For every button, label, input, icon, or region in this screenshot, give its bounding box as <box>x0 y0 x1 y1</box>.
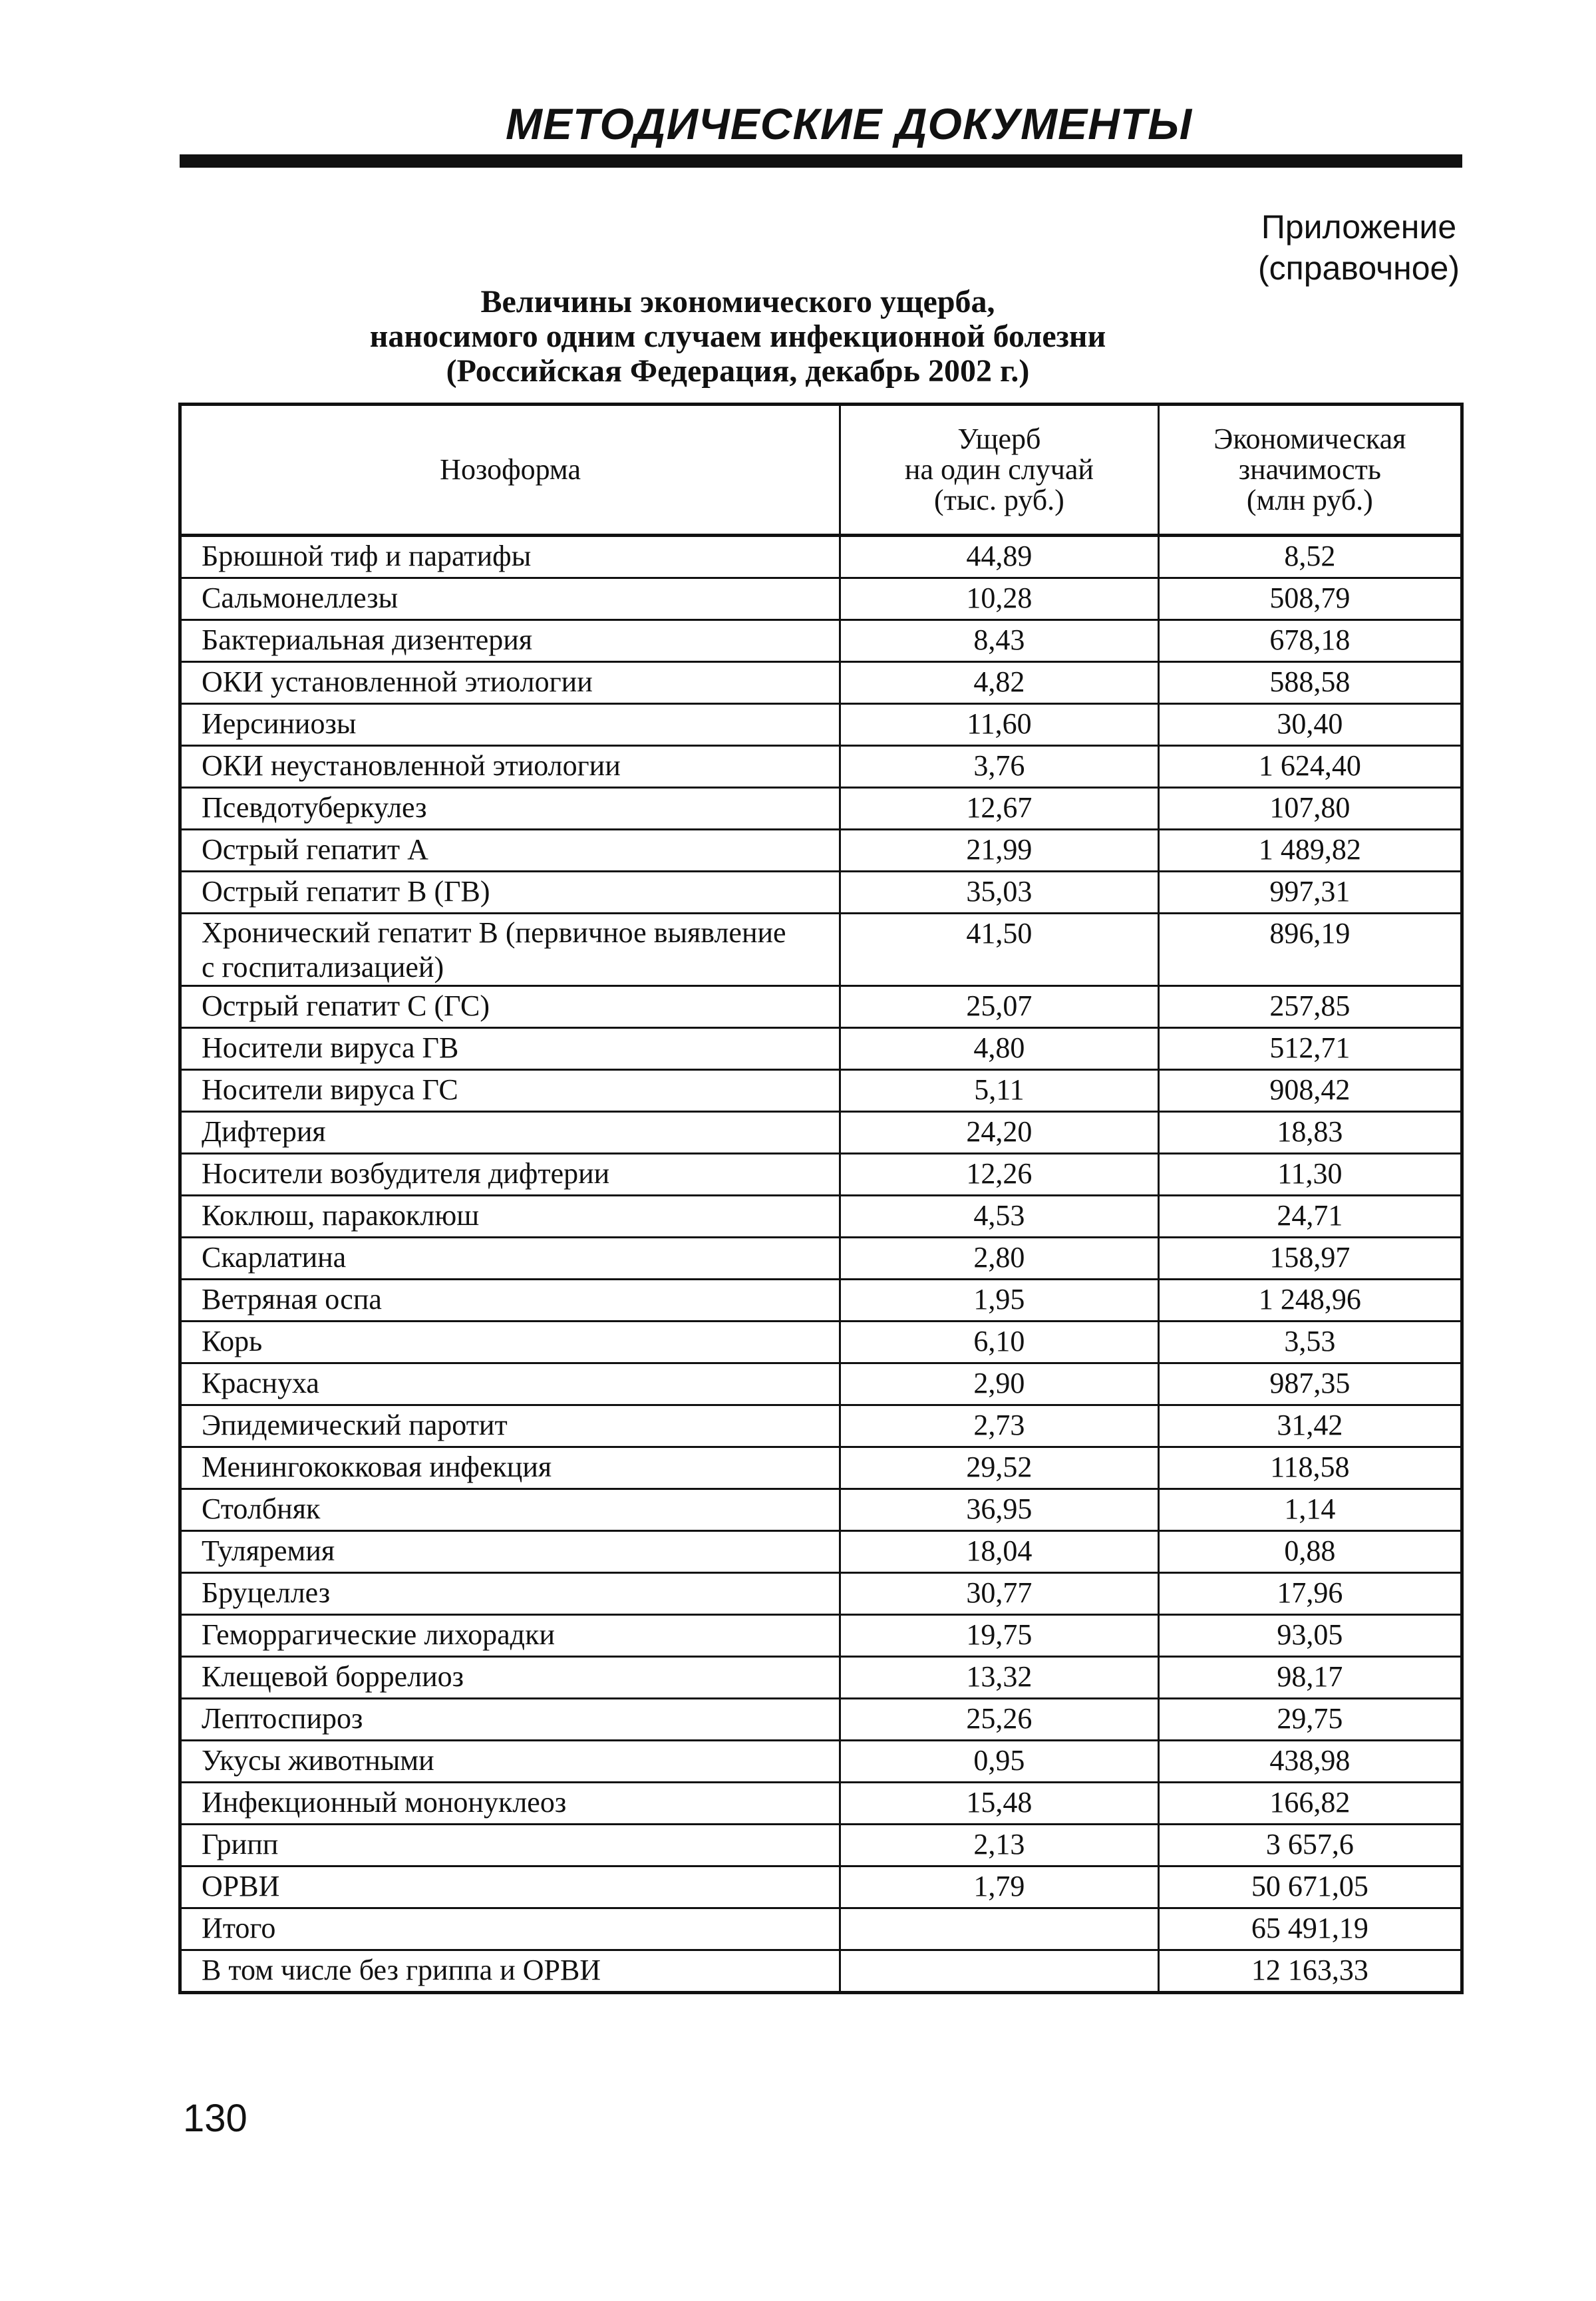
table-row <box>180 1489 1462 1531</box>
table-row <box>180 1615 1462 1657</box>
cell-damage: 11,60 <box>840 704 1158 746</box>
table-title-line-2: наносимого одним случаем инфекционной болезни <box>369 319 1106 354</box>
table-row <box>180 1028 1462 1070</box>
cell-nosoform: Краснуха <box>180 1363 840 1405</box>
cell-nosoform: Клещевой боррелиоз <box>180 1657 840 1699</box>
cell-damage: 6,10 <box>840 1322 1158 1363</box>
cell-significance: 1 624,40 <box>1158 746 1462 788</box>
header-damage-line-3: (тыс. руб.) <box>933 484 1064 516</box>
cell-nosoform: ОКИ неустановленной этиологии <box>180 746 840 788</box>
cell-nosoform: ОКИ установленной этиологии <box>180 662 840 704</box>
table-row <box>180 1447 1462 1489</box>
cell-nosoform: Инфекционный мононуклеоз <box>180 1783 840 1825</box>
cell-significance: 8,52 <box>1158 536 1462 578</box>
table-row <box>180 1825 1462 1866</box>
cell-damage: 12,67 <box>840 788 1158 830</box>
header-significance-line-3: (млн руб.) <box>1246 484 1373 516</box>
cell-nosoform: Эпидемический паротит <box>180 1405 840 1447</box>
cell-nosoform: Брюшной тиф и паратифы <box>180 536 840 578</box>
cell-significance: 3 657,6 <box>1158 1825 1462 1866</box>
table-row <box>180 1238 1462 1280</box>
table-header-row <box>180 405 1462 536</box>
cell-nosoform: Корь <box>180 1322 840 1363</box>
cell-damage: 25,26 <box>840 1699 1158 1741</box>
cell-damage: 35,03 <box>840 872 1158 914</box>
table-row <box>180 1070 1462 1112</box>
table-title <box>180 285 1462 389</box>
cell-significance: 65 491,19 <box>1158 1908 1462 1950</box>
header-damage <box>840 405 1158 536</box>
cell-significance: 93,05 <box>1158 1615 1462 1657</box>
table-row <box>180 1657 1462 1699</box>
cell-damage: 4,80 <box>840 1028 1158 1070</box>
cell-significance: 29,75 <box>1158 1699 1462 1741</box>
cell-damage: 15,48 <box>840 1783 1158 1825</box>
cell-nosoform: Дифтерия <box>180 1112 840 1154</box>
cell-significance: 896,19 <box>1158 914 1462 986</box>
cell-nosoform: Геморрагические лихорадки <box>180 1615 840 1657</box>
cell-damage: 0,95 <box>840 1741 1158 1783</box>
cell-nosoform <box>180 914 840 986</box>
cell-nosoform: В том числе без гриппа и ОРВИ <box>180 1950 840 1993</box>
cell-nosoform: Острый гепатит В (ГВ) <box>180 872 840 914</box>
cell-significance: 1 248,96 <box>1158 1280 1462 1322</box>
table-row-total <box>180 1908 1462 1950</box>
cell-damage: 10,28 <box>840 578 1158 620</box>
cell-significance: 118,58 <box>1158 1447 1462 1489</box>
cell-damage: 2,73 <box>840 1405 1158 1447</box>
cell-significance: 438,98 <box>1158 1741 1462 1783</box>
table-row <box>180 830 1462 872</box>
cell-significance: 987,35 <box>1158 1363 1462 1405</box>
cell-significance: 1 489,82 <box>1158 830 1462 872</box>
table-row <box>180 1741 1462 1783</box>
table-row <box>180 1363 1462 1405</box>
cell-damage: 30,77 <box>840 1573 1158 1615</box>
cell-damage: 2,90 <box>840 1363 1158 1405</box>
table-row <box>180 1866 1462 1908</box>
cell-damage: 2,80 <box>840 1238 1158 1280</box>
cell-nosoform: Сальмонеллезы <box>180 578 840 620</box>
table-row <box>180 536 1462 578</box>
cell-nosoform-line-1: Хронический гепатит В (первичное выявление <box>202 916 786 949</box>
cell-damage: 4,53 <box>840 1196 1158 1238</box>
table-row <box>180 578 1462 620</box>
cell-significance: 1,14 <box>1158 1489 1462 1531</box>
appendix-line-1: Приложение <box>1261 208 1457 246</box>
cell-nosoform: Туляремия <box>180 1531 840 1573</box>
cell-nosoform: Столбняк <box>180 1489 840 1531</box>
header-nosoform: Нозоформа <box>180 405 840 536</box>
cell-nosoform: Скарлатина <box>180 1238 840 1280</box>
cell-nosoform: Итого <box>180 1908 840 1950</box>
appendix-line-2: (справочное) <box>1258 250 1460 287</box>
cell-nosoform: Иерсиниозы <box>180 704 840 746</box>
cell-damage: 3,76 <box>840 746 1158 788</box>
table-row <box>180 872 1462 914</box>
cell-significance: 908,42 <box>1158 1070 1462 1112</box>
cell-nosoform: Лептоспироз <box>180 1699 840 1741</box>
table-row <box>180 1699 1462 1741</box>
cell-significance: 257,85 <box>1158 986 1462 1028</box>
cell-significance: 158,97 <box>1158 1238 1462 1280</box>
table-row <box>180 1196 1462 1238</box>
cell-significance: 31,42 <box>1158 1405 1462 1447</box>
cell-damage: 21,99 <box>840 830 1158 872</box>
cell-significance: 166,82 <box>1158 1783 1462 1825</box>
cell-significance: 107,80 <box>1158 788 1462 830</box>
header-damage-line-2: на один случай <box>904 453 1094 486</box>
damage-table <box>178 403 1464 1994</box>
cell-nosoform: Псевдотуберкулез <box>180 788 840 830</box>
table-row <box>180 1154 1462 1196</box>
cell-damage: 19,75 <box>840 1615 1158 1657</box>
header-significance-line-1: Экономическая <box>1213 423 1406 455</box>
cell-damage <box>840 1908 1158 1950</box>
cell-damage: 2,13 <box>840 1825 1158 1866</box>
cell-nosoform-line-2: с госпитализацией) <box>202 951 444 983</box>
cell-significance: 18,83 <box>1158 1112 1462 1154</box>
table-row <box>180 1322 1462 1363</box>
cell-significance: 508,79 <box>1158 578 1462 620</box>
table-title-line-1: Величины экономического ущерба, <box>480 284 995 319</box>
cell-significance: 98,17 <box>1158 1657 1462 1699</box>
table-row <box>180 662 1462 704</box>
appendix-label <box>1258 206 1460 289</box>
table-row <box>180 704 1462 746</box>
table-row <box>180 746 1462 788</box>
cell-damage: 1,79 <box>840 1866 1158 1908</box>
cell-damage: 29,52 <box>840 1447 1158 1489</box>
page-number: 130 <box>183 2097 247 2140</box>
cell-nosoform: Ветряная оспа <box>180 1280 840 1322</box>
cell-nosoform: Носители вируса ГВ <box>180 1028 840 1070</box>
cell-damage: 25,07 <box>840 986 1158 1028</box>
cell-nosoform: ОРВИ <box>180 1866 840 1908</box>
cell-significance: 30,40 <box>1158 704 1462 746</box>
cell-nosoform: Грипп <box>180 1825 840 1866</box>
cell-nosoform: Носители вируса ГС <box>180 1070 840 1112</box>
cell-nosoform: Острый гепатит С (ГС) <box>180 986 840 1028</box>
table-row <box>180 1573 1462 1615</box>
cell-significance: 17,96 <box>1158 1573 1462 1615</box>
cell-nosoform: Коклюш, паракоклюш <box>180 1196 840 1238</box>
cell-significance: 678,18 <box>1158 620 1462 662</box>
table-row <box>180 1783 1462 1825</box>
cell-nosoform: Носители возбудителя дифтерии <box>180 1154 840 1196</box>
cell-significance: 3,53 <box>1158 1322 1462 1363</box>
table-row <box>180 986 1462 1028</box>
cell-significance: 997,31 <box>1158 872 1462 914</box>
table-row <box>180 788 1462 830</box>
cell-damage: 36,95 <box>840 1489 1158 1531</box>
cell-nosoform: Укусы животными <box>180 1741 840 1783</box>
table-row <box>180 1405 1462 1447</box>
cell-significance: 50 671,05 <box>1158 1866 1462 1908</box>
cell-damage: 13,32 <box>840 1657 1158 1699</box>
cell-significance: 24,71 <box>1158 1196 1462 1238</box>
cell-damage: 24,20 <box>840 1112 1158 1154</box>
cell-damage: 41,50 <box>840 914 1158 986</box>
table-row <box>180 1280 1462 1322</box>
cell-nosoform: Бруцеллез <box>180 1573 840 1615</box>
cell-significance: 12 163,33 <box>1158 1950 1462 1993</box>
table-title-line-3: (Российская Федерация, декабрь 2002 г.) <box>446 353 1030 389</box>
table-row <box>180 1112 1462 1154</box>
cell-nosoform: Менингококковая инфекция <box>180 1447 840 1489</box>
cell-damage: 4,82 <box>840 662 1158 704</box>
cell-nosoform: Бактериальная дизентерия <box>180 620 840 662</box>
cell-significance: 11,30 <box>1158 1154 1462 1196</box>
table-row-total-excluding <box>180 1950 1462 1993</box>
cell-significance: 588,58 <box>1158 662 1462 704</box>
cell-damage: 12,26 <box>840 1154 1158 1196</box>
cell-damage: 18,04 <box>840 1531 1158 1573</box>
table-row <box>180 1531 1462 1573</box>
header-rule <box>180 154 1462 168</box>
cell-nosoform: Острый гепатит А <box>180 830 840 872</box>
table-row <box>180 620 1462 662</box>
header-significance <box>1158 405 1462 536</box>
section-title: МЕТОДИЧЕСКИЕ ДОКУМЕНТЫ <box>506 99 1193 148</box>
cell-damage <box>840 1950 1158 1993</box>
cell-significance: 0,88 <box>1158 1531 1462 1573</box>
cell-damage: 1,95 <box>840 1280 1158 1322</box>
header-significance-line-2: значимость <box>1238 453 1381 486</box>
cell-damage: 44,89 <box>840 536 1158 578</box>
cell-significance: 512,71 <box>1158 1028 1462 1070</box>
cell-damage: 8,43 <box>840 620 1158 662</box>
cell-damage: 5,11 <box>840 1070 1158 1112</box>
header-damage-line-1: Ущерб <box>957 423 1041 455</box>
table-row <box>180 914 1462 986</box>
